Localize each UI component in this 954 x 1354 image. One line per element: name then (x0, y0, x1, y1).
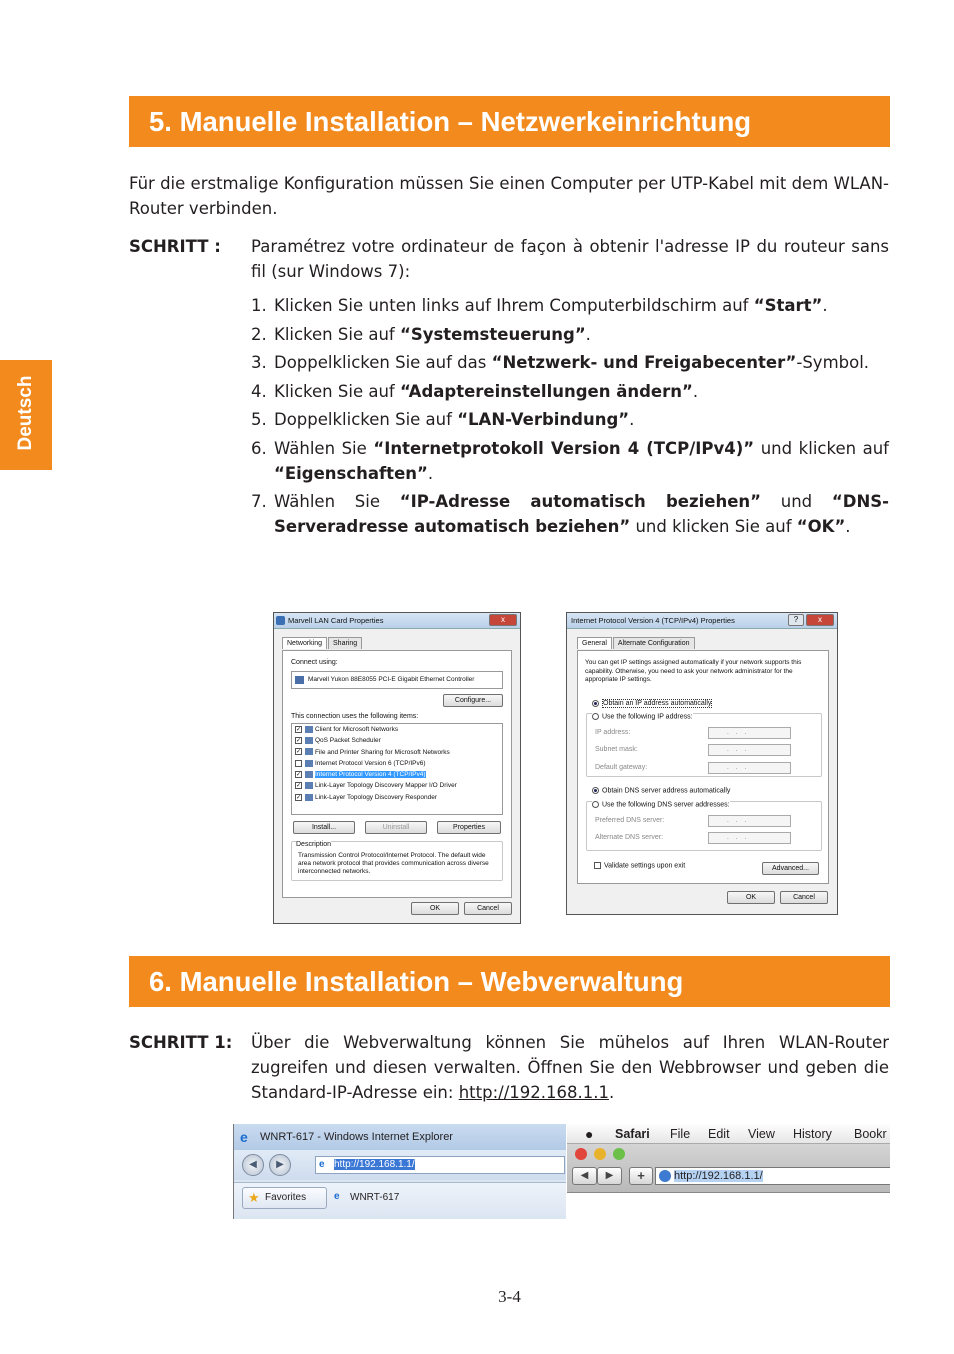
ie-logo-icon: e (240, 1129, 248, 1145)
ie-navbar (234, 1150, 566, 1180)
ie-tab[interactable]: e WNRT-617 (334, 1191, 400, 1203)
ie-titlebar: e WNRT-617 - Windows Internet Explorer (234, 1124, 566, 1150)
menu-history[interactable]: History (793, 1127, 832, 1141)
cancel-button[interactable]: Cancel (780, 891, 828, 904)
description-label: Description (296, 841, 332, 848)
globe-icon (659, 1170, 671, 1182)
adapter-icon (295, 676, 304, 684)
protocol-icon (305, 794, 313, 801)
subnet-mask-field[interactable]: ... (708, 744, 791, 756)
tab-networking[interactable]: Networking (282, 637, 327, 649)
menu-view[interactable]: View (748, 1127, 775, 1141)
list-item: 4. Klicken Sie auf “Adaptereinstellungen ändern”. (251, 381, 699, 401)
back-button[interactable]: ◀ (242, 1154, 264, 1176)
ok-button[interactable]: OK (727, 891, 775, 904)
subnet-mask-label: Subnet mask: (595, 746, 638, 753)
gateway-field[interactable]: ... (708, 762, 791, 774)
tab-alternate-configuration[interactable]: Alternate Configuration (613, 637, 695, 649)
router-url-link[interactable]: http://192.168.1.1 (458, 1083, 609, 1102)
step-label: SCHRITT : (129, 237, 221, 256)
items-list[interactable] (291, 723, 503, 815)
favorites-button[interactable]: ★ Favorites (242, 1187, 327, 1209)
step1-label: SCHRITT 1: (129, 1033, 233, 1052)
alternate-dns-field[interactable]: ... (708, 832, 791, 844)
alternate-dns-label: Alternate DNS server: (595, 834, 664, 841)
networking-pane (282, 650, 512, 898)
menu-safari[interactable]: Safari (615, 1127, 650, 1141)
ip-address-label: IP address: (595, 729, 631, 736)
list-item[interactable]: ✓ QoS Packet Scheduler (296, 737, 381, 745)
connect-using-label: Connect using: (291, 659, 338, 666)
list-item: 7. Wählen Sie “IP-Adresse automatisch beziehen” und “DNS-Serveradresse automatisch beziehen” und klicken Sie auf “OK”. (251, 492, 889, 536)
sharing-icon (305, 748, 313, 755)
step1-text: Über die Webverwaltung können Sie mühelos auf Ihren WLAN-Router zugreifen und diesen verwalten. Öffnen Sie den Webbrowser und geben die Standard-IP-Adresse ein: http://192.168.1.1. (251, 1033, 889, 1102)
ie-address-bar[interactable]: e http://192.168.1.1/ (315, 1156, 565, 1174)
section5-intro: Für die erstmalige Konfiguration müssen Sie einen Computer per UTP-Kabel mit dem WLAN-Router verbinden. (129, 174, 889, 218)
items-label: This connection uses the following items: (291, 713, 419, 720)
page-icon: e (319, 1159, 325, 1170)
info-text: You can get IP settings assigned automatically if your network supports this capability. Otherwise, you need to ask your network administrator for the appropriate IP settings. (585, 659, 802, 683)
ok-button[interactable]: OK (411, 902, 459, 915)
instruction-list (251, 293, 889, 543)
gateway-label: Default gateway: (595, 764, 648, 771)
minimize-dot[interactable] (594, 1148, 606, 1160)
list-item: 2. Klicken Sie auf “Systemsteuerung”. (251, 324, 591, 344)
network-icon (276, 616, 285, 625)
dialog-titlebar: Internet Protocol Version 4 (TCP/IPv4) Properties ? x (567, 613, 837, 629)
protocol-icon (305, 760, 313, 767)
list-item[interactable]: ✓ Client for Microsoft Networks (296, 726, 399, 733)
lan-properties-dialog (273, 612, 521, 924)
tab-sharing[interactable]: Sharing (328, 637, 362, 649)
ie-logo-icon: e (334, 1191, 340, 1202)
add-bookmark-button[interactable]: + (629, 1167, 653, 1185)
step-text: Paramétrez votre ordinateur de façon à obtenir l'adresse IP du routeur sans fil (sur Windows 7): (251, 237, 889, 281)
protocol-icon (305, 782, 313, 789)
safari-menubar (567, 1124, 890, 1144)
client-icon (305, 726, 313, 733)
list-item: 1. Klicken Sie unten links auf Ihrem Computerbildschirm auf “Start”. (251, 296, 828, 315)
ie-favorites-bar (234, 1182, 566, 1216)
install-button[interactable]: Install... (293, 821, 355, 834)
section6-heading: 6. Manuelle Installation – Webverwaltung (129, 956, 890, 1007)
menu-edit[interactable]: Edit (708, 1127, 730, 1141)
dialog-titlebar: Marvell LAN Card Properties x (274, 613, 520, 629)
obtain-dns-radio[interactable]: Obtain DNS server address automatically (592, 787, 730, 794)
description-group (291, 841, 503, 881)
ie-browser-screenshot (233, 1124, 566, 1219)
adapter-field: Marvell Yukon 88E8055 PCI-E Gigabit Ethernet Controller (291, 671, 503, 689)
general-pane (577, 650, 829, 884)
use-dns-radio[interactable]: Use the following DNS server addresses: (592, 801, 730, 808)
preferred-dns-field[interactable]: ... (708, 815, 791, 827)
protocol-icon (305, 771, 313, 778)
section5-heading: 5. Manuelle Installation – Netzwerkeinrichtung (129, 96, 890, 147)
description-text: Transmission Control Protocol/Internet Protocol. The default wide area network protocol that provides communication across diverse interconnected networks. (298, 852, 489, 875)
advanced-button[interactable]: Advanced... (762, 862, 819, 875)
uninstall-button[interactable]: Uninstall (365, 821, 427, 834)
ip-address-field[interactable]: ... (708, 727, 791, 739)
menu-bookmarks[interactable]: Bookr (854, 1127, 887, 1141)
list-item: 3. Doppelklicken Sie auf das “Netzwerk- und Freigabecenter”-Symbol. (251, 353, 870, 372)
list-item[interactable]: ✓ File and Printer Sharing for Microsoft Networks (296, 748, 450, 756)
configure-button[interactable]: Configure... (443, 694, 503, 707)
tab-general[interactable]: General (577, 637, 612, 649)
forward-button[interactable]: ▶ (269, 1154, 291, 1176)
list-item[interactable]: ✓ Link-Layer Topology Discovery Responder (296, 793, 437, 801)
list-item[interactable]: Internet Protocol Version 6 (TCP/IPv6) (292, 758, 502, 769)
validate-checkbox[interactable]: Validate settings upon exit (594, 862, 685, 869)
language-tab (0, 360, 52, 470)
obtain-ip-radio[interactable]: Obtain an IP address automatically (592, 700, 712, 707)
safari-address-bar[interactable]: http://192.168.1.1/ (655, 1167, 890, 1185)
back-button[interactable]: ◀ (572, 1167, 597, 1185)
language-tab-label: Deutsch (15, 375, 36, 451)
scheduler-icon (305, 737, 313, 744)
apple-icon: ● (585, 1126, 594, 1142)
use-ip-radio[interactable]: Use the following IP address: (592, 713, 693, 720)
preferred-dns-label: Preferred DNS server: (595, 817, 665, 824)
forward-button[interactable]: ▶ (597, 1167, 622, 1185)
star-icon: ★ (248, 1190, 260, 1205)
list-item[interactable]: ✓ Internet Protocol Version 4 (TCP/IPv4) (296, 771, 426, 779)
list-item[interactable]: ✓ Link-Layer Topology Discovery Mapper I/O Driver (296, 782, 457, 790)
page-number: 3-4 (498, 1287, 521, 1306)
close-button[interactable]: x (489, 614, 517, 626)
help-button[interactable]: ? (788, 614, 804, 626)
safari-browser-screenshot (567, 1124, 890, 1193)
cancel-button[interactable]: Cancel (464, 902, 512, 915)
close-dot[interactable] (575, 1148, 587, 1160)
list-item: 5. Doppelklicken Sie auf “LAN-Verbindung”. (251, 410, 635, 429)
close-button[interactable]: x (806, 614, 834, 626)
list-item: 6. Wählen Sie “Internetprotokoll Version 4 (TCP/IPv4)” und klicken auf “Eigenschaften”. (251, 438, 889, 483)
safari-toolbar (567, 1144, 890, 1193)
menu-file[interactable]: File (670, 1127, 691, 1141)
ipv4-properties-dialog (566, 612, 838, 915)
properties-button[interactable]: Properties (437, 821, 501, 834)
zoom-dot[interactable] (613, 1148, 625, 1160)
